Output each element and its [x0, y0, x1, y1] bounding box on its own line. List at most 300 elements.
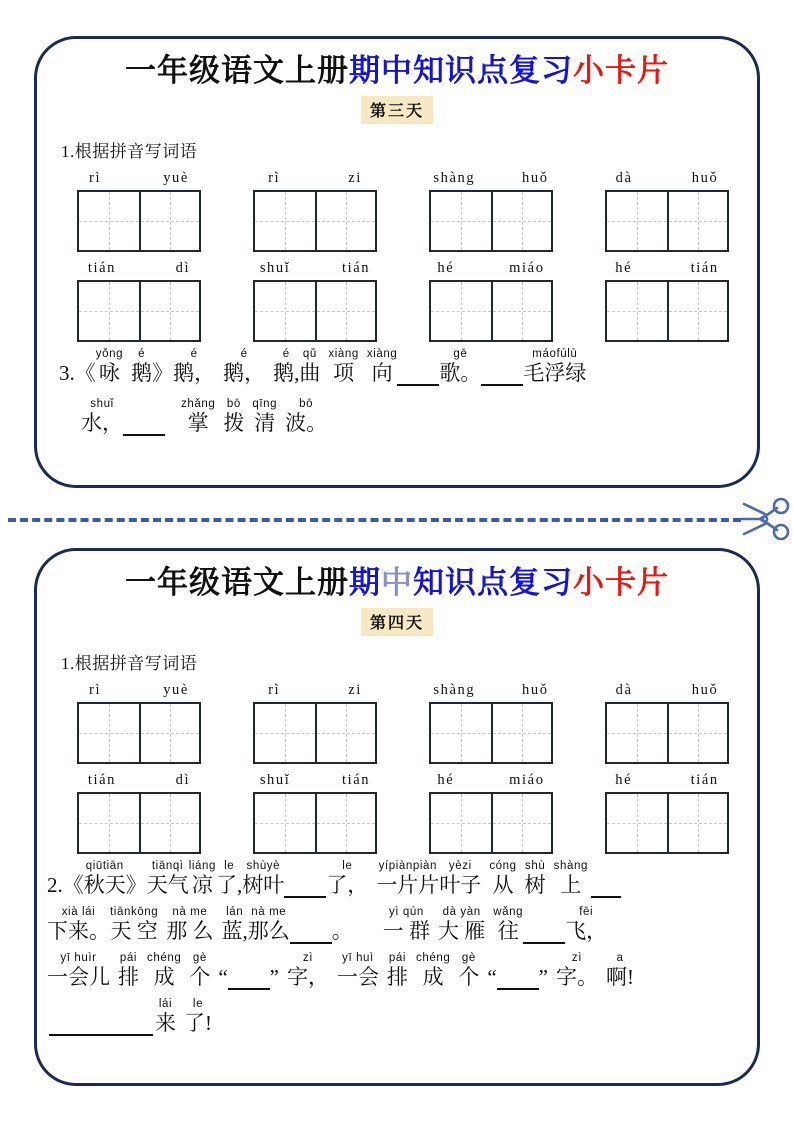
- tianzige-box[interactable]: [253, 280, 377, 342]
- ruby-hanzi: 排: [387, 964, 408, 989]
- ruby-hanzi: 字。: [556, 964, 598, 989]
- ruby-hanzi: 毛浮绿: [523, 360, 587, 385]
- pinyin-pair: [586, 260, 748, 277]
- tianzige-box[interactable]: [77, 792, 201, 854]
- ruby-unit: [84, 860, 126, 898]
- ruby-hanzi: 天 空: [110, 918, 158, 943]
- ruby-unit: [525, 860, 546, 898]
- ruby-hanzi: 了!: [184, 1010, 212, 1035]
- tianzige-cell[interactable]: [491, 794, 551, 852]
- ruby-hanzi: 咏: [98, 360, 120, 385]
- title-part-blue-faded: 中: [381, 565, 413, 600]
- blank-underline: [123, 413, 165, 436]
- answer-blank[interactable]: [523, 908, 565, 944]
- ruby-pinyin: máofúlù: [532, 347, 578, 360]
- pinyin-syllable: yuè: [163, 169, 189, 186]
- pinyin-syllable: rì: [268, 681, 281, 698]
- tianzige-cell[interactable]: [255, 282, 315, 340]
- ruby-unit: [152, 348, 173, 386]
- ruby-hanzi: 天气: [146, 872, 189, 897]
- tianzige-cell[interactable]: [667, 192, 727, 250]
- ruby-unit: [47, 906, 110, 944]
- pinyin-syllable: zi: [348, 681, 362, 698]
- ruby-hanzi: 成: [422, 964, 444, 989]
- ruby-hanzi: ”: [269, 964, 279, 989]
- pinyin-pair: [234, 682, 396, 699]
- tianzige-cell[interactable]: [431, 794, 491, 852]
- ruby-pinyin: bō: [299, 397, 314, 410]
- pinyin-syllable: tián: [342, 259, 371, 276]
- ruby-unit: [110, 906, 158, 944]
- tianzige-cell[interactable]: [315, 282, 375, 340]
- ruby-hanzi: 鹅，: [173, 360, 216, 385]
- sentence-line: [59, 348, 735, 386]
- ruby-unit: [131, 348, 152, 386]
- card-day-four: [34, 548, 760, 1086]
- pinyin-syllable: huǒ: [522, 681, 549, 698]
- ruby-pinyin: pái: [388, 951, 407, 964]
- ruby-hanzi: 从: [492, 872, 514, 897]
- ruby-hanzi: 清: [254, 410, 276, 435]
- ruby-pinyin: le: [192, 997, 204, 1010]
- pinyin-pair: [586, 170, 748, 187]
- ruby-hanzi: 了，: [326, 872, 369, 897]
- ruby-hanzi: 波。: [285, 410, 328, 435]
- ruby-unit: [554, 860, 588, 898]
- ruby-pinyin: lán: [226, 905, 244, 918]
- ruby-pinyin: yī huìr: [60, 951, 97, 964]
- ruby-pinyin: bō: [226, 397, 241, 410]
- grid-item: [403, 772, 579, 854]
- ruby-unit: [81, 398, 123, 436]
- tianzige-cell[interactable]: [315, 192, 375, 250]
- answer-blank[interactable]: [228, 954, 270, 990]
- sentence-line: [59, 398, 735, 436]
- ruby-unit: [565, 906, 607, 944]
- grid-item: [403, 682, 579, 764]
- pinyin-syllable: huǒ: [691, 681, 719, 698]
- answer-blank[interactable]: [497, 954, 539, 990]
- ruby-unit: [96, 348, 123, 386]
- blank-underline: [290, 921, 332, 944]
- tianzige-box[interactable]: [429, 792, 553, 854]
- tianzige-box[interactable]: [77, 702, 201, 764]
- pinyin-syllable: miáo: [509, 259, 545, 276]
- blank-underline: [497, 967, 539, 990]
- ruby-hanzi: 个: [189, 964, 211, 989]
- ruby-pinyin: gè: [192, 951, 207, 964]
- tianzige-box[interactable]: [429, 190, 553, 252]
- tianzige-box[interactable]: [605, 190, 729, 252]
- sentence-line: [47, 952, 749, 990]
- blank-underline: [591, 875, 621, 898]
- ruby-unit: [166, 906, 213, 944]
- tianzige-cell[interactable]: [431, 192, 491, 250]
- ruby-pinyin: zì: [302, 951, 314, 964]
- ruby-unit: [47, 952, 110, 990]
- ruby-hanzi: 歌。: [439, 360, 482, 385]
- ruby-hanzi: 拨: [223, 410, 245, 435]
- tianzige-cell[interactable]: [255, 794, 315, 852]
- ruby-hanzi: 掌: [187, 410, 209, 435]
- ruby-unit: [218, 952, 227, 990]
- blank-underline: [49, 1013, 153, 1036]
- pinyin-syllable: yuè: [163, 681, 189, 698]
- day-badge-wrap: [37, 608, 757, 636]
- ruby-unit: [387, 952, 408, 990]
- grid-item: [227, 682, 403, 764]
- ruby-pinyin: nà me: [251, 905, 287, 918]
- ruby-hanzi: 叶子: [439, 872, 482, 897]
- pinyin-pair: [410, 772, 572, 789]
- blank-underline: [397, 363, 439, 386]
- ruby-hanzi: 3.《: [59, 360, 96, 385]
- day-badge: 第四天: [361, 608, 433, 636]
- card-title: [37, 53, 757, 89]
- pinyin-pair: [58, 772, 220, 789]
- ruby-unit: [326, 860, 368, 898]
- pinyin-syllable: zi: [348, 169, 362, 186]
- pinyin-grid-row: [37, 260, 757, 342]
- tianzige-cell[interactable]: [491, 704, 551, 762]
- ruby-hanzi: 树: [524, 872, 546, 897]
- ruby-hanzi: “: [487, 964, 497, 989]
- grid-item: [403, 260, 579, 342]
- pinyin-syllable: hé: [437, 771, 455, 788]
- day-badge: 第三天: [361, 96, 433, 124]
- ruby-pinyin: le: [342, 859, 353, 872]
- tianzige-cell[interactable]: [139, 794, 199, 852]
- tianzige-cell[interactable]: [607, 282, 667, 340]
- ruby-hanzi: “: [218, 964, 228, 989]
- pinyin-syllable: rì: [89, 681, 102, 698]
- ruby-unit: [493, 906, 523, 944]
- ruby-hanzi: 蓝,: [221, 918, 248, 943]
- ruby-unit: [270, 952, 279, 990]
- grid-item: [579, 260, 755, 342]
- answer-blank[interactable]: [481, 350, 523, 386]
- day-badge-wrap: [37, 96, 757, 124]
- cut-dashed-line: [8, 518, 741, 522]
- tianzige-cell[interactable]: [139, 192, 199, 250]
- ruby-pinyin: é: [240, 347, 248, 360]
- ruby-pinyin: le: [224, 859, 235, 872]
- pinyin-pair: [410, 260, 572, 277]
- pinyin-grid-row: [37, 772, 757, 854]
- ruby-hanzi: 2.《: [47, 872, 84, 897]
- ruby-pinyin: tiānqì: [151, 859, 184, 872]
- ruby-unit: [299, 348, 320, 386]
- tianzige-cell[interactable]: [139, 704, 199, 762]
- ruby-hanzi: 字，: [287, 964, 329, 989]
- ruby-unit: [223, 398, 244, 436]
- ruby-hanzi: 成: [153, 964, 175, 989]
- tianzige-cell[interactable]: [431, 704, 491, 762]
- tianzige-cell[interactable]: [139, 282, 199, 340]
- ruby-hanzi: 鹅,: [273, 360, 300, 385]
- tianzige-cell[interactable]: [491, 192, 551, 250]
- ruby-pinyin: gē: [453, 347, 468, 360]
- ruby-pinyin: tiānkōng: [110, 905, 159, 918]
- pinyin-syllable: miáo: [509, 771, 545, 788]
- ruby-unit: [606, 952, 634, 990]
- answer-blank[interactable]: [47, 1000, 155, 1036]
- ruby-pinyin: yì qún: [388, 905, 424, 918]
- pinyin-syllable: huǒ: [691, 169, 719, 186]
- ruby-unit: [416, 952, 450, 990]
- tianzige-cell[interactable]: [491, 282, 551, 340]
- grid-item: [51, 772, 227, 854]
- ruby-hanzi: 》: [152, 360, 174, 385]
- title-part-blue: 期中知识点复习: [349, 53, 573, 88]
- ruby-pinyin: a: [616, 951, 624, 964]
- grid-item: [227, 170, 403, 252]
- ruby-unit: [332, 906, 353, 944]
- tianzige-cell[interactable]: [79, 282, 139, 340]
- tianzige-box[interactable]: [253, 792, 377, 854]
- title-part-blue-a: 期: [349, 565, 381, 600]
- card-day-three: [34, 36, 760, 488]
- tianzige-box[interactable]: [429, 280, 553, 342]
- ruby-unit: [273, 348, 299, 386]
- pinyin-syllable: rì: [268, 169, 281, 186]
- pinyin-syllable: hé: [615, 771, 633, 788]
- answer-blank[interactable]: [588, 862, 624, 898]
- ruby-hanzi: 项: [333, 360, 355, 385]
- tianzige-cell[interactable]: [315, 794, 375, 852]
- pinyin-syllable: tián: [342, 771, 371, 788]
- sentence-line: [47, 998, 749, 1036]
- ruby-hanzi: 一 群: [382, 918, 431, 943]
- ruby-hanzi: 》: [125, 872, 147, 897]
- ruby-hanzi: 。: [331, 918, 353, 943]
- ruby-pinyin: fēi: [579, 905, 594, 918]
- pinyin-pair: [410, 170, 572, 187]
- ruby-pinyin: wǎng: [493, 905, 524, 918]
- tianzige-cell[interactable]: [667, 282, 727, 340]
- pinyin-syllable: tián: [690, 259, 719, 276]
- ruby-unit: [118, 952, 139, 990]
- pinyin-syllable: shuǐ: [259, 771, 291, 788]
- ruby-unit: [189, 952, 210, 990]
- grid-item: [51, 170, 227, 252]
- ruby-pinyin: zì: [571, 951, 583, 964]
- ruby-hanzi: 个: [458, 964, 480, 989]
- ruby-unit: [439, 348, 481, 386]
- ruby-hanzi: 了,: [216, 872, 243, 897]
- ruby-hanzi: 水，: [81, 410, 123, 435]
- grid-item: [51, 260, 227, 342]
- ruby-unit: [181, 398, 215, 436]
- tianzige-box[interactable]: [253, 190, 377, 252]
- ruby-unit: [287, 952, 329, 990]
- grid-item: [51, 682, 227, 764]
- ruby-pinyin: dà yàn: [442, 905, 481, 918]
- ruby-pinyin: zhǎng: [181, 397, 216, 410]
- pinyin-pair: [58, 260, 220, 277]
- ruby-pinyin: pái: [119, 951, 138, 964]
- ruby-unit: [242, 860, 284, 898]
- grid-item: [227, 772, 403, 854]
- ruby-unit: [487, 952, 496, 990]
- tianzige-cell[interactable]: [255, 704, 315, 762]
- tianzige-box[interactable]: [605, 702, 729, 764]
- tianzige-box[interactable]: [605, 792, 729, 854]
- pinyin-pair: [234, 772, 396, 789]
- grid-item: [403, 170, 579, 252]
- ruby-hanzi: 向: [371, 360, 393, 385]
- ruby-unit: [458, 952, 479, 990]
- ruby-unit: [248, 906, 290, 944]
- ruby-hanzi: 凉: [191, 872, 213, 897]
- pinyin-syllable: dì: [175, 771, 191, 788]
- pinyin-syllable: dà: [615, 169, 633, 186]
- ruby-unit: [337, 952, 379, 990]
- ruby-pinyin: chéng: [416, 951, 451, 964]
- ruby-unit: [147, 860, 189, 898]
- tianzige-cell[interactable]: [255, 192, 315, 250]
- grid-item: [579, 170, 755, 252]
- pinyin-pair: [58, 170, 220, 187]
- ruby-unit: [489, 860, 516, 898]
- ruby-pinyin: é: [138, 347, 146, 360]
- ruby-unit: [328, 348, 359, 386]
- ruby-pinyin: yī huì: [342, 951, 374, 964]
- ruby-pinyin: xiàng: [366, 347, 398, 360]
- tianzige-cell[interactable]: [431, 282, 491, 340]
- tianzige-cell[interactable]: [315, 704, 375, 762]
- ruby-hanzi: 下来。: [47, 918, 110, 943]
- card-title: [37, 565, 757, 601]
- ruby-hanzi: 鹅，: [223, 360, 266, 385]
- tianzige-cell[interactable]: [79, 794, 139, 852]
- ruby-unit: [285, 398, 327, 436]
- ruby-hanzi: 飞，: [565, 918, 608, 943]
- ruby-unit: [556, 952, 598, 990]
- grid-item: [579, 682, 755, 764]
- sentence-block-poem: [37, 348, 757, 436]
- blank-underline: [481, 363, 523, 386]
- blank-underline: [228, 967, 270, 990]
- ruby-pinyin: é: [282, 347, 290, 360]
- ruby-pinyin: nà me: [172, 905, 208, 918]
- ruby-unit: [47, 860, 84, 898]
- ruby-unit: [376, 860, 439, 898]
- blank-underline: [284, 875, 326, 898]
- ruby-pinyin: lái: [158, 997, 173, 1010]
- pinyin-grid-row: [37, 170, 757, 252]
- pinyin-syllable: huǒ: [522, 169, 549, 186]
- pinyin-syllable: shuǐ: [259, 259, 291, 276]
- ruby-hanzi: 上: [560, 872, 582, 897]
- pinyin-pair: [410, 682, 572, 699]
- tianzige-cell[interactable]: [607, 704, 667, 762]
- ruby-pinyin: xià lái: [61, 905, 96, 918]
- ruby-pinyin: gè: [461, 951, 476, 964]
- tianzige-cell[interactable]: [607, 794, 667, 852]
- tianzige-box[interactable]: [605, 280, 729, 342]
- title-part-blue-b: 知识点复习: [413, 565, 573, 600]
- title-part-black: 一年级语文上册: [125, 565, 349, 600]
- ruby-unit: [59, 348, 96, 386]
- title-part-red: 小卡片: [573, 565, 669, 600]
- pinyin-syllable: shàng: [433, 681, 476, 698]
- ruby-unit: [539, 952, 548, 990]
- tianzige-box[interactable]: [429, 702, 553, 764]
- sentence-line: [47, 906, 749, 944]
- ruby-pinyin: chéng: [147, 951, 182, 964]
- answer-blank[interactable]: [397, 350, 439, 386]
- grid-item: [227, 260, 403, 342]
- ruby-unit: [523, 348, 586, 386]
- pinyin-pair: [58, 682, 220, 699]
- pinyin-syllable: hé: [437, 259, 455, 276]
- ruby-hanzi: 一片片: [376, 872, 440, 897]
- ruby-unit: [126, 860, 147, 898]
- pinyin-syllable: dì: [175, 259, 191, 276]
- blank-underline: [523, 921, 565, 944]
- ruby-pinyin: yípiànpiàn: [378, 859, 438, 872]
- tianzige-cell[interactable]: [667, 704, 727, 762]
- ruby-pinyin: shùyè: [246, 859, 281, 872]
- title-part-red: 小卡片: [573, 53, 669, 88]
- ruby-hanzi: 一会: [337, 964, 379, 989]
- pinyin-pair: [586, 772, 748, 789]
- ruby-unit: [439, 860, 481, 898]
- pinyin-syllable: tián: [690, 771, 719, 788]
- ruby-hanzi: 啊!: [606, 964, 634, 989]
- ruby-unit: [189, 860, 216, 898]
- ruby-pinyin: qiūtiān: [85, 859, 124, 872]
- pinyin-pair: [234, 260, 396, 277]
- ruby-unit: [173, 348, 215, 386]
- answer-blank[interactable]: [290, 908, 332, 944]
- ruby-hanzi: 来: [155, 1010, 176, 1035]
- grid-item: [579, 772, 755, 854]
- ruby-pinyin: yǒng: [95, 347, 124, 360]
- ruby-unit: [147, 952, 181, 990]
- answer-blank[interactable]: [284, 862, 326, 898]
- ruby-unit: [252, 398, 277, 436]
- sentence-block-autumn: [37, 860, 757, 1036]
- ruby-hanzi: 排: [118, 964, 139, 989]
- tianzige-box[interactable]: [253, 702, 377, 764]
- ruby-pinyin: cóng: [489, 859, 517, 872]
- tianzige-box[interactable]: [77, 190, 201, 252]
- title-part-black: 一年级语文上册: [125, 53, 349, 88]
- ruby-pinyin: qǔ: [302, 347, 317, 360]
- tianzige-box[interactable]: [77, 280, 201, 342]
- ruby-unit: [383, 906, 430, 944]
- ruby-hanzi: 曲: [299, 360, 321, 385]
- ruby-hanzi: 大 雁: [438, 918, 486, 943]
- pinyin-syllable: rì: [89, 169, 102, 186]
- answer-blank[interactable]: [123, 400, 165, 436]
- tianzige-cell[interactable]: [607, 192, 667, 250]
- tianzige-cell[interactable]: [79, 192, 139, 250]
- ruby-pinyin: shuǐ: [90, 397, 114, 410]
- ruby-pinyin: qīng: [252, 397, 278, 410]
- section-heading-1: 1.根据拼音写词语: [61, 653, 198, 673]
- tianzige-cell[interactable]: [79, 704, 139, 762]
- ruby-unit: [438, 906, 485, 944]
- tianzige-cell[interactable]: [667, 794, 727, 852]
- pinyin-syllable: dà: [615, 681, 633, 698]
- ruby-hanzi: 鹅: [131, 360, 153, 385]
- ruby-pinyin: shù: [524, 859, 546, 872]
- ruby-hanzi: 那么: [247, 918, 290, 943]
- section-heading-1: 1.根据拼音写词语: [61, 141, 198, 161]
